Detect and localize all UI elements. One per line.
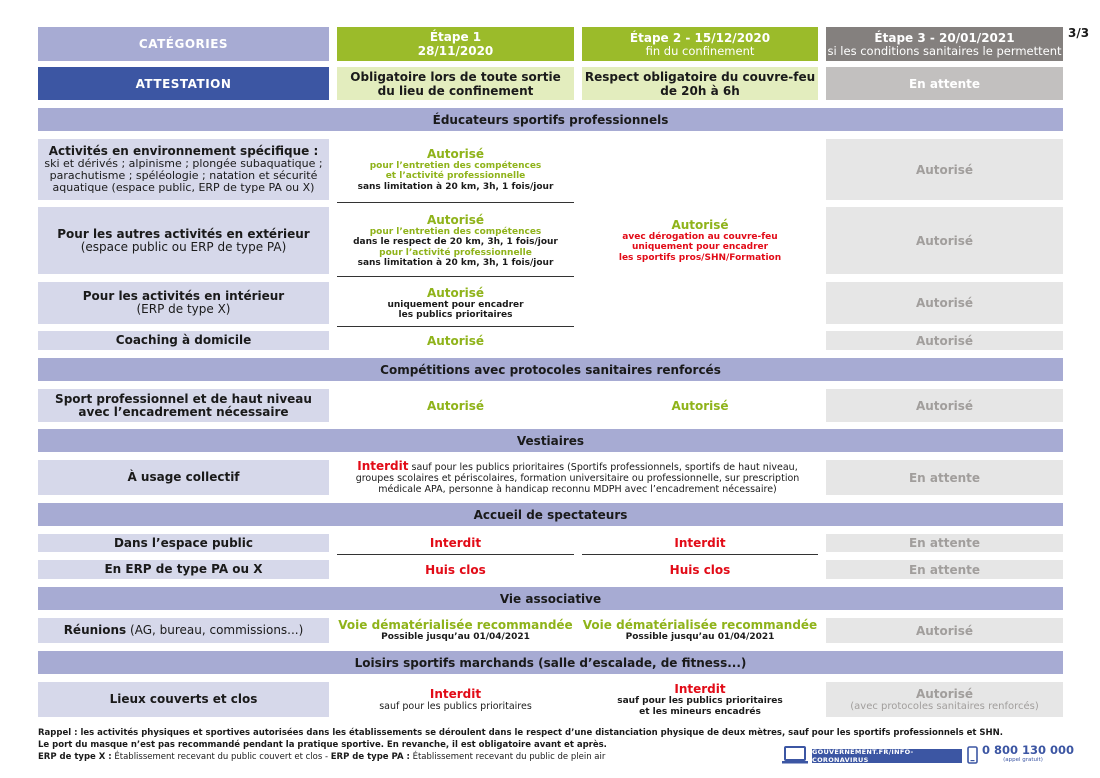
exterieur-stage2-status: Autorisé bbox=[671, 217, 729, 232]
erp-pa-x-stage1-status: Huis clos bbox=[425, 562, 486, 577]
interieur-desc: (ERP de type X) bbox=[136, 302, 231, 316]
exterieur-desc: (espace public ou ERP de type PA) bbox=[80, 239, 287, 254]
env-spec-stage1-status: Autorisé bbox=[426, 146, 485, 161]
stage3-subtitle: si les conditions sanitaires le permettent bbox=[827, 43, 1062, 58]
footer-erp-pa-label: ERP de type PA : bbox=[330, 752, 410, 762]
stage3-title: Étape 3 - 20/01/2021 bbox=[874, 30, 1015, 45]
env-spec-desc-3: aquatique (espace public, ERP de type PA ou X) bbox=[52, 181, 315, 194]
section-vestiaires bbox=[38, 429, 1063, 452]
interieur-stage1-note2: les publics prioritaires bbox=[398, 310, 513, 320]
attestation-header bbox=[38, 67, 329, 100]
env-spec-stage3 bbox=[826, 139, 1063, 200]
reunions-stage3 bbox=[826, 618, 1063, 643]
reunions-title-detail: (AG, bureau, commissions...) bbox=[126, 623, 304, 637]
divider bbox=[337, 276, 574, 277]
lieux-couverts-stage2-status: Interdit bbox=[674, 682, 726, 696]
env-spec-stage3-status: Autorisé bbox=[915, 162, 974, 177]
reunions-stage3-status: Autorisé bbox=[915, 623, 974, 638]
erp-pa-x-stage2-status: Huis clos bbox=[669, 562, 731, 577]
lieux-couverts-stage3-status: Autorisé bbox=[915, 687, 974, 701]
stage3-attestation bbox=[826, 67, 1063, 100]
section-loisirs-title: Loisirs sportifs marchands (salle d’escalade, de fitness...) bbox=[354, 655, 747, 670]
section-competitions-title: Compétitions avec protocoles sanitaires renforcés bbox=[380, 362, 721, 377]
stage3-header bbox=[826, 27, 1063, 61]
row-espace-public-label bbox=[38, 534, 329, 552]
erp-pa-x-stage1 bbox=[337, 560, 574, 579]
divider bbox=[582, 554, 818, 555]
section-loisirs bbox=[38, 651, 1063, 674]
stage1-attestation bbox=[337, 67, 574, 100]
section-educateurs-title: Éducateurs sportifs professionnels bbox=[432, 112, 669, 127]
exterieur-stage2-note3: les sportifs pros/SHN/Formation bbox=[618, 252, 782, 263]
exterieur-title: Pour les autres activités en extérieur bbox=[57, 226, 310, 241]
footer-line1: Rappel : les activités physiques et sportives autorisées dans les établissements se déroulent dans le respect d’une distanciation physique de deux mètres, sauf pour les sportifs professionnels et SHN. bbox=[38, 728, 1003, 738]
row-usage-collectif-label bbox=[38, 460, 329, 495]
footer-line2: Le port du masque n’est pas recommandé pendant la pratique sportive. En revanche, il est obligatoire avant et après. bbox=[38, 740, 607, 750]
lieux-couverts-stage2 bbox=[582, 682, 818, 717]
usage-collectif-stage3 bbox=[826, 460, 1063, 495]
erp-pa-x-stage2 bbox=[582, 560, 818, 579]
interieur-stage3-status: Autorisé bbox=[915, 296, 974, 310]
lieux-couverts-stage2-note1: sauf pour les publics prioritaires bbox=[617, 696, 783, 706]
usage-collectif-text1: sauf pour les publics prioritaires (Sportifs professionnels, sportifs de haut niveau, bbox=[408, 461, 798, 473]
stage1-header bbox=[337, 27, 574, 61]
lieux-couverts-stage2-note2: et les mineurs encadrés bbox=[639, 706, 761, 717]
usage-collectif-text2: groupes scolaires et périscolaires, formation universitaire ou professionnelle, sur prescription bbox=[355, 472, 800, 484]
lieux-couverts-title: Lieux couverts et clos bbox=[109, 692, 258, 706]
env-spec-stage1-note1: pour l’entretien des compétences bbox=[369, 160, 542, 171]
gov-url-text: GOUVERNEMENT.FR/INFO-CORONAVIRUS bbox=[812, 748, 914, 764]
erp-pa-x-stage3-status: En attente bbox=[908, 562, 981, 577]
sport-pro-stage2-status: Autorisé bbox=[671, 398, 729, 413]
phone-icon bbox=[967, 746, 978, 764]
reunions-stage2-status: Voie dématérialisée recommandée bbox=[582, 618, 818, 633]
exterieur-stage1-status: Autorisé bbox=[426, 212, 485, 227]
exterieur-stage2-note2: uniquement pour encadrer bbox=[631, 242, 769, 253]
lieux-couverts-stage1-note: sauf pour les publics prioritaires bbox=[379, 701, 532, 712]
env-spec-stage1 bbox=[337, 139, 574, 200]
coaching-stage3 bbox=[826, 331, 1063, 350]
coaching-stage3-status: Autorisé bbox=[915, 333, 974, 348]
phone-note: (appel gratuit) bbox=[1003, 757, 1043, 763]
phone-block[interactable] bbox=[982, 743, 1075, 766]
espace-public-stage1 bbox=[337, 534, 574, 552]
section-spectateurs bbox=[38, 503, 1063, 526]
stage1-attestation-line2: du lieu de confinement bbox=[377, 83, 534, 98]
reunions-stage1 bbox=[337, 618, 574, 643]
divider bbox=[337, 554, 574, 555]
section-competitions bbox=[38, 358, 1063, 381]
env-spec-desc-2: parachutisme ; spéléologie ; natation et sécurité bbox=[49, 169, 318, 182]
row-erp-pa-x-label bbox=[38, 560, 329, 579]
interieur-stage1 bbox=[337, 282, 574, 324]
exterieur-stage1-note1: pour l’entretien des compétences bbox=[369, 226, 542, 237]
usage-collectif-stage12 bbox=[337, 460, 818, 495]
section-spectateurs-title: Accueil de spectateurs bbox=[473, 507, 628, 522]
stage2-attestation-line2: de 20h à 6h bbox=[660, 83, 740, 98]
row-reunions-label bbox=[38, 618, 329, 643]
stage3-attestation-label: En attente bbox=[908, 76, 981, 91]
section-associative-title: Vie associative bbox=[499, 591, 602, 606]
stage2-subtitle: fin du confinement bbox=[645, 43, 755, 58]
coaching-title: Coaching à domicile bbox=[115, 333, 252, 347]
env-spec-desc-1: ski et dérivés ; alpinisme ; plongée subaquatique ; bbox=[44, 157, 323, 170]
interieur-stage3 bbox=[826, 282, 1063, 324]
sport-pro-title-1: Sport professionnel et de haut niveau bbox=[55, 391, 312, 406]
sport-pro-title-2: avec l’encadrement nécessaire bbox=[78, 404, 289, 419]
row-sport-pro-label bbox=[38, 389, 329, 422]
row-exterieur-label bbox=[38, 207, 329, 274]
attestation-label: ATTESTATION bbox=[135, 76, 232, 91]
categories-header bbox=[38, 27, 329, 61]
exterieur-stage2-note1: avec dérogation au couvre-feu bbox=[622, 231, 778, 242]
section-educateurs bbox=[38, 108, 1063, 131]
interieur-stage1-status: Autorisé bbox=[426, 285, 485, 300]
sport-pro-stage3-status: Autorisé bbox=[915, 398, 974, 413]
exterieur-stage1-note3: pour l’activité professionnelle bbox=[379, 247, 532, 258]
reunions-stage1-note: Possible jusqu’au 01/04/2021 bbox=[381, 632, 530, 643]
lieux-couverts-stage1-status: Interdit bbox=[429, 687, 482, 701]
interieur-title: Pour les activités en intérieur bbox=[82, 289, 285, 303]
gov-url-badge[interactable] bbox=[812, 749, 962, 763]
env-spec-stage1-note2: et l’activité professionnelle bbox=[385, 171, 526, 182]
section-associative bbox=[38, 587, 1063, 610]
coaching-stage1 bbox=[337, 331, 574, 350]
usage-collectif-title: À usage collectif bbox=[127, 470, 240, 484]
phone-number: 0 800 130 000 bbox=[982, 743, 1075, 757]
row-lieux-couverts-label bbox=[38, 682, 329, 717]
erp-pa-x-stage3 bbox=[826, 560, 1063, 579]
interieur-stage1-note1: uniquement pour encadrer bbox=[387, 299, 524, 310]
exterieur-stage3 bbox=[826, 207, 1063, 274]
page-number: 3/3 bbox=[1068, 26, 1090, 40]
section-vestiaires-title: Vestiaires bbox=[516, 433, 585, 448]
exterieur-stage2 bbox=[582, 207, 818, 274]
footer-erp-pa-desc: Établissement recevant du public de plein air bbox=[409, 752, 606, 762]
usage-collectif-forbidden: Interdit bbox=[357, 458, 409, 473]
stage2-header bbox=[582, 27, 818, 61]
stage1-date: 28/11/2020 bbox=[417, 44, 494, 58]
coaching-stage1-status: Autorisé bbox=[426, 333, 485, 348]
stage1-title: Étape 1 bbox=[429, 30, 482, 44]
espace-public-stage3 bbox=[826, 534, 1063, 552]
footer-erp-x-label: ERP de type X : bbox=[38, 752, 112, 762]
stage1-attestation-line1: Obligatoire lors de toute sortie bbox=[350, 69, 561, 84]
usage-collectif-stage3-status: En attente bbox=[908, 470, 981, 485]
reunions-title-bold: Réunions bbox=[63, 623, 127, 637]
exterieur-stage1-note2: dans le respect de 20 km, 3h, 1 fois/jour bbox=[353, 237, 558, 247]
espace-public-stage2-status: Interdit bbox=[674, 536, 726, 550]
usage-collectif-text3: médicale APA, personne à handicap reconnu MDPH avec l’encadrement nécessaire) bbox=[378, 483, 777, 495]
env-spec-stage1-note3: sans limitation à 20 km, 3h, 1 fois/jour bbox=[357, 181, 554, 192]
lieux-couverts-stage3 bbox=[826, 682, 1063, 717]
stage2-title: Étape 2 - 15/12/2020 bbox=[629, 30, 771, 45]
lieux-couverts-stage1 bbox=[337, 682, 574, 717]
exterieur-stage1-note4: sans limitation à 20 km, 3h, 1 fois/jour bbox=[357, 258, 554, 268]
sport-pro-stage3 bbox=[826, 389, 1063, 422]
row-env-spec-label bbox=[38, 139, 329, 200]
sport-pro-stage1-status: Autorisé bbox=[426, 398, 485, 413]
stage2-attestation-line1: Respect obligatoire du couvre-feu bbox=[584, 69, 816, 84]
divider bbox=[337, 202, 574, 203]
divider bbox=[337, 326, 574, 327]
computer-icon bbox=[782, 746, 808, 764]
reunions-stage2 bbox=[582, 618, 818, 643]
usage-collectif-line1 bbox=[357, 458, 798, 473]
lieux-couverts-stage3-note: (avec protocoles sanitaires renforcés) bbox=[850, 701, 1039, 712]
categories-label: CATÉGORIES bbox=[138, 37, 229, 51]
espace-public-stage1-status: Interdit bbox=[429, 536, 482, 550]
reunions-stage1-status: Voie dématérialisée recommandée bbox=[338, 618, 573, 633]
env-spec-title: Activités en environnement spécifique : bbox=[48, 144, 319, 158]
sport-pro-stage2 bbox=[582, 389, 818, 422]
row-interieur-label bbox=[38, 282, 329, 324]
exterieur-stage3-status: Autorisé bbox=[915, 233, 974, 248]
erp-pa-x-title: En ERP de type PA ou X bbox=[104, 562, 263, 576]
footer-erp-x-desc: Établissement recevant du public couvert et clos - bbox=[111, 752, 331, 762]
espace-public-stage3-status: En attente bbox=[908, 536, 981, 550]
exterieur-stage1 bbox=[337, 207, 574, 274]
espace-public-stage2 bbox=[582, 534, 818, 552]
espace-public-title: Dans l’espace public bbox=[113, 535, 254, 550]
reunions-stage2-note: Possible jusqu’au 01/04/2021 bbox=[625, 632, 775, 643]
row-coaching-label bbox=[38, 331, 329, 350]
sport-pro-stage1 bbox=[337, 389, 574, 422]
reunions-title bbox=[64, 624, 304, 637]
stage2-attestation bbox=[582, 67, 818, 100]
